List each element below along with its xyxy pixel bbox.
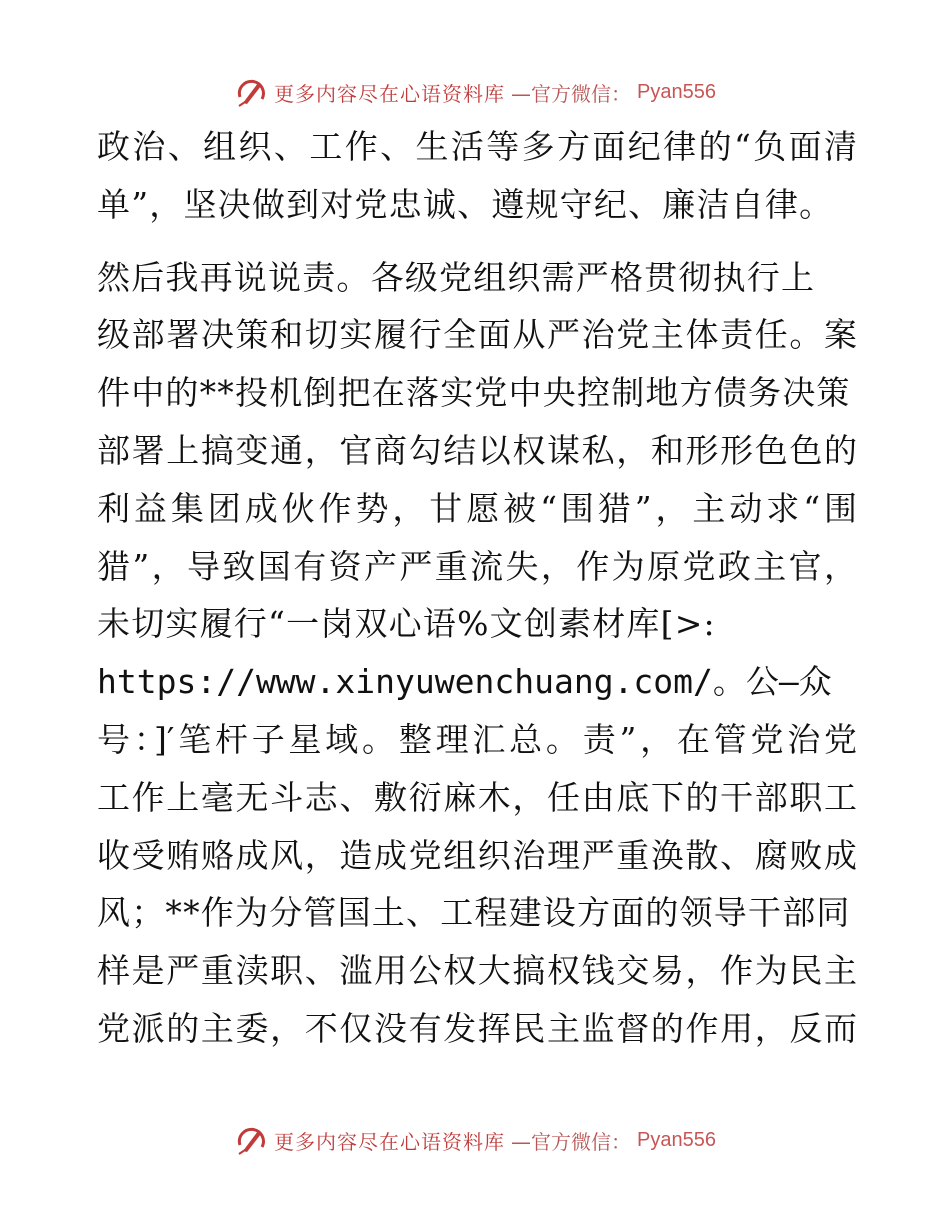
quill-logo-icon <box>234 1123 268 1157</box>
header-banner <box>0 72 950 112</box>
header-banner-separator: —官方微信： <box>511 81 632 106</box>
text-line-url: https://www.xinyuwenchuang.com/。公—众 <box>97 662 832 702</box>
text-line: 党派的主委，不仅没有发挥民主监督的作用，反而 <box>97 1008 857 1048</box>
footer-banner-text: 更多内容尽在心语资料库 <box>274 1129 506 1154</box>
text-line: 政治、组织、工作、生活等多方面纪律的“负面清 <box>97 127 857 166</box>
text-line: 然后我再说说责。各级党组织需严格贯彻执行上 <box>97 257 816 297</box>
text-line: 样是严重渎职、滥用公权大搞权钱交易，作为民主 <box>97 951 857 991</box>
quill-logo-icon <box>234 75 268 109</box>
footer-wechat-id: Pyan556 <box>637 1128 716 1151</box>
paragraph-1 <box>97 118 857 234</box>
text-line: 猎”，导致国有资产严重流失，作为原党政主官， <box>97 546 857 586</box>
text-line: 单”，坚决做到对党忠诚、遵规守纪、廉洁自律。 <box>97 184 834 224</box>
footer-banner <box>0 1120 950 1160</box>
text-line: 级部署决策和切实履行全面从严治党主体责任。案 <box>97 315 857 355</box>
text-line: 工作上毫无斗志、敷衍麻木，任由底下的干部职工 <box>97 777 857 817</box>
paragraph-2 <box>97 249 857 1058</box>
header-banner-text: 更多内容尽在心语资料库 <box>274 81 506 106</box>
text-line: 风；**作为分管国土、工程建设方面的领导干部同 <box>97 893 851 933</box>
text-line: 未切实履行“一岗双心语%文创素材库[>: <box>97 604 716 644</box>
text-line: 件中的**投机倒把在落实党中央控制地方债务决策 <box>97 373 851 413</box>
text-line: 号：]′笔杆子星域。整理汇总。责”，在管党治党 <box>97 719 857 759</box>
footer-banner-separator: —官方微信： <box>511 1129 632 1154</box>
text-line: 部署上搞变通，官商勾结以权谋私，和形形色色的 <box>97 430 857 470</box>
header-wechat-id: Pyan556 <box>637 80 716 103</box>
document-body <box>97 118 857 1058</box>
text-line: 收受贿赂成风，造成党组织治理严重涣散、腐败成 <box>97 835 857 875</box>
text-line: 利益集团成伙作势，甘愿被“围猎”，主动求“围 <box>97 488 857 528</box>
